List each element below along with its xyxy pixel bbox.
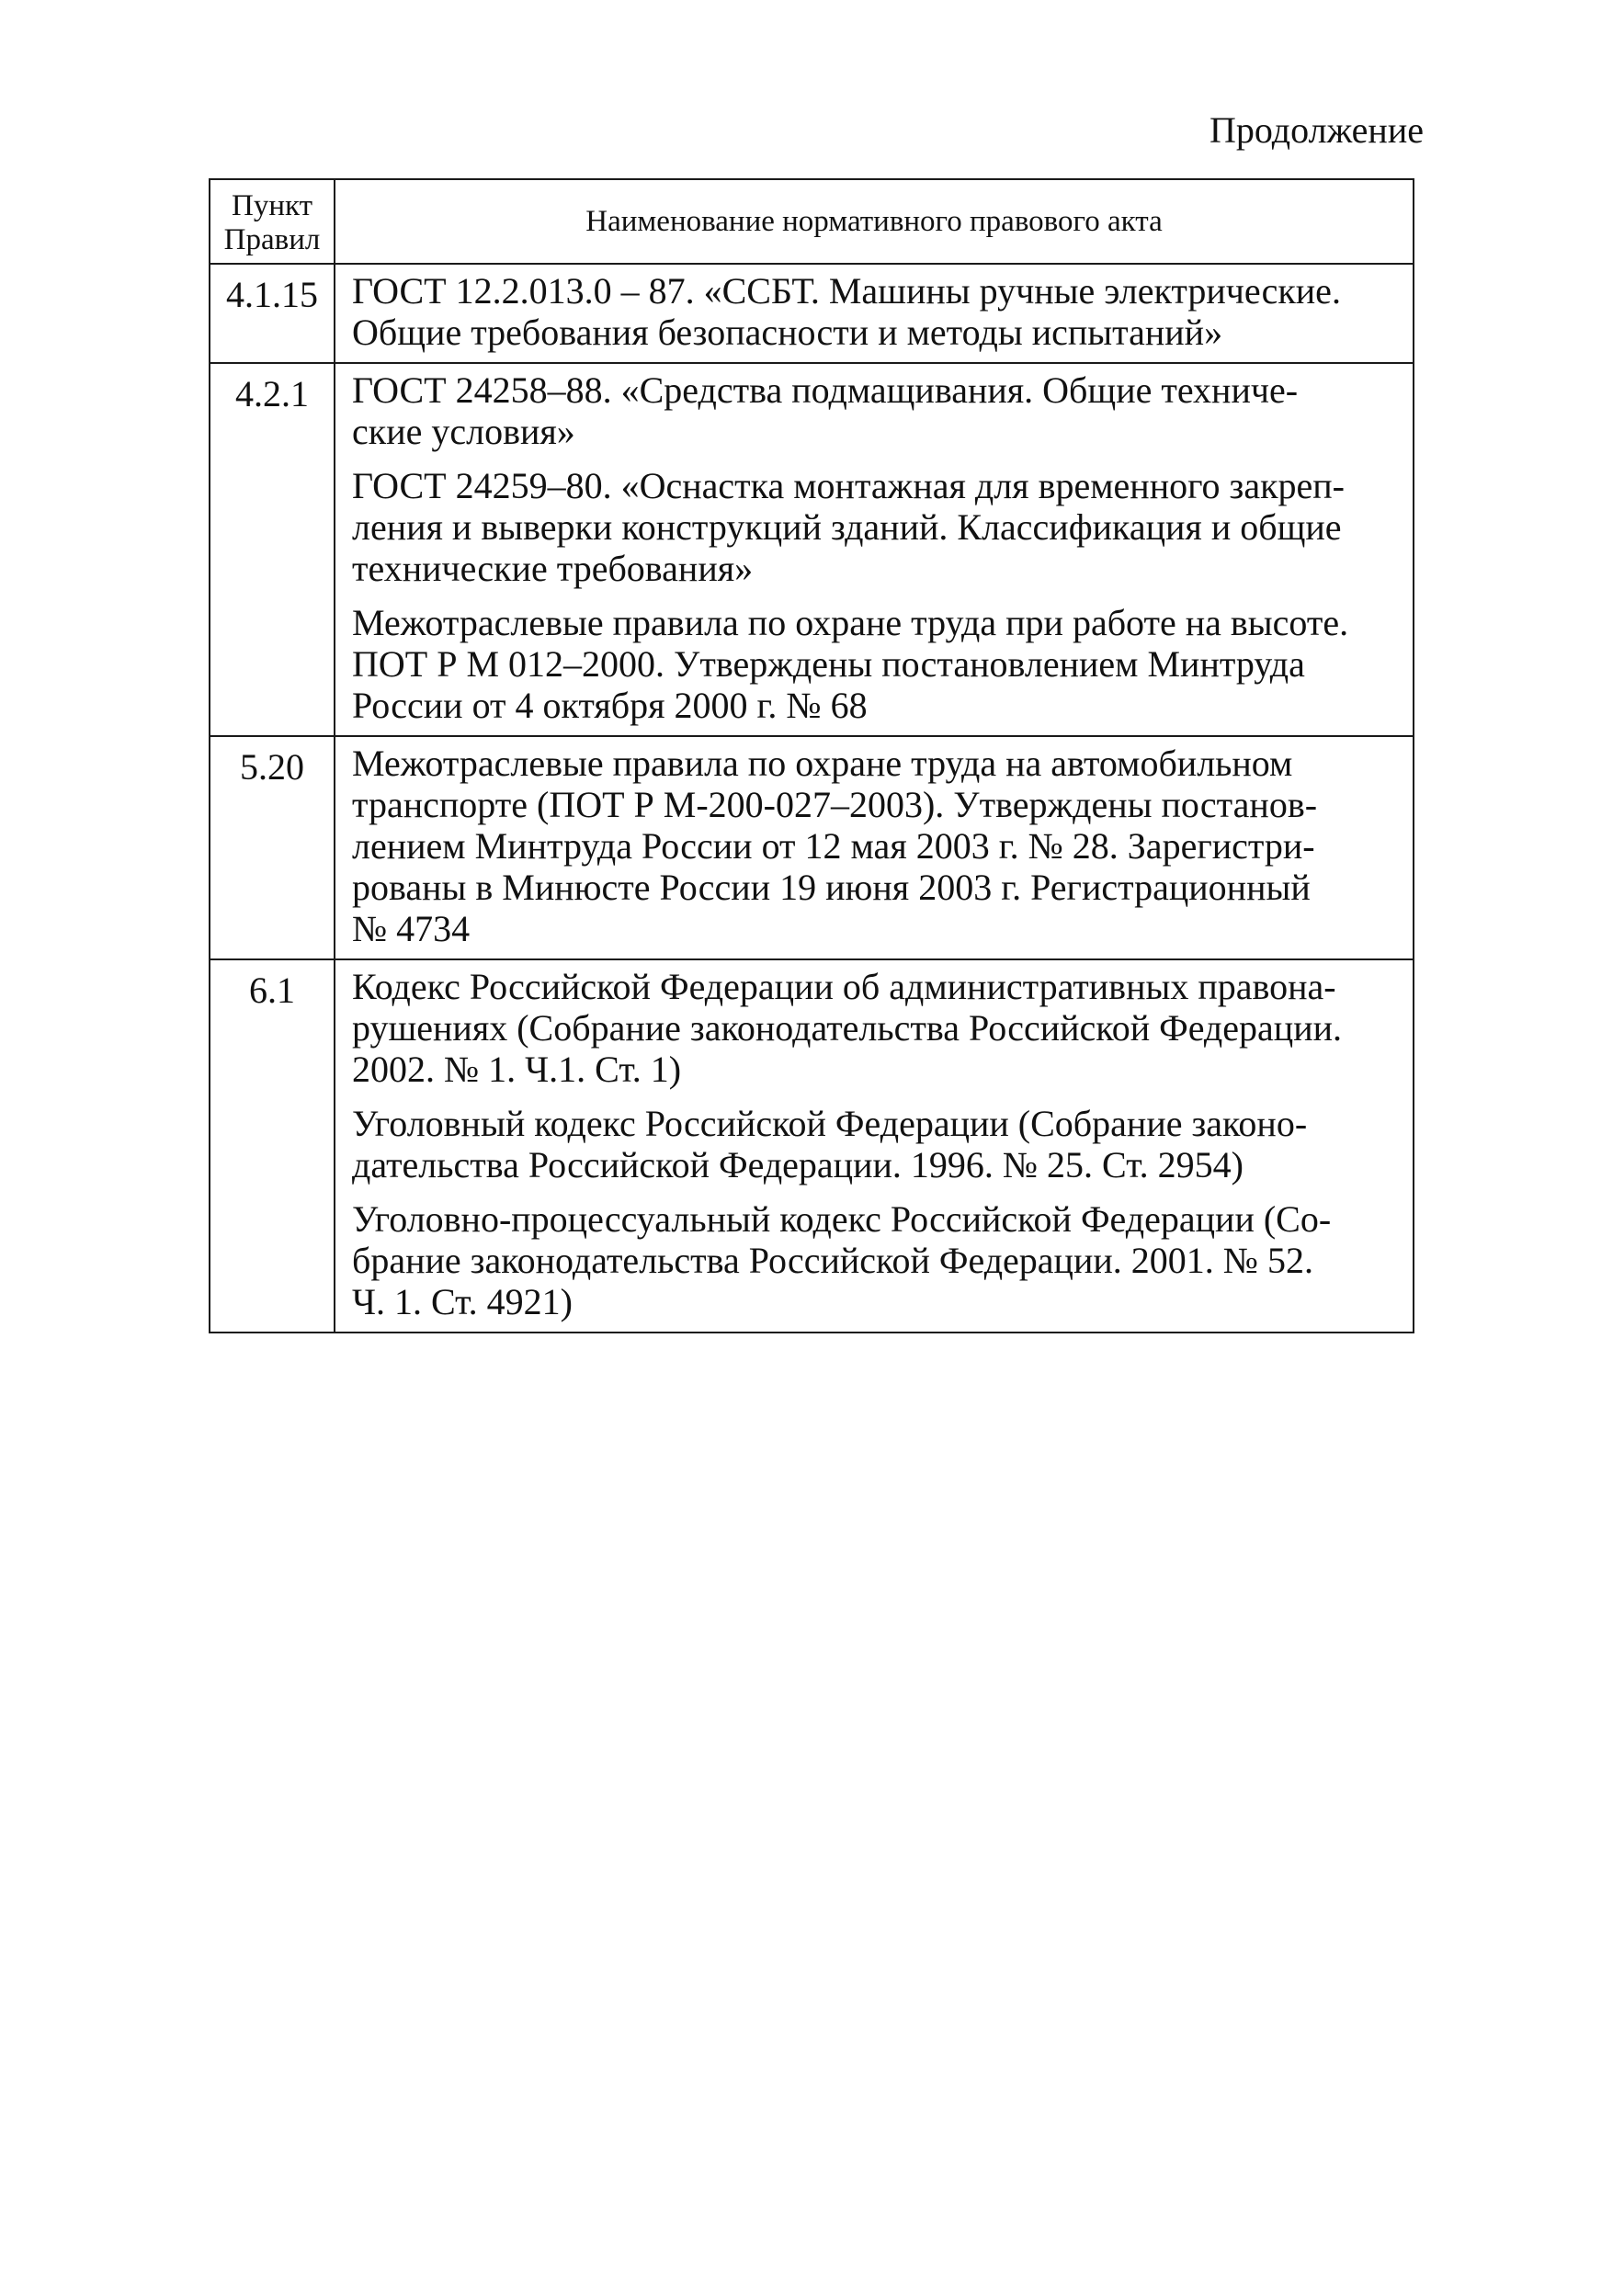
- act-entry: ГОСТ 12.2.013.0 – 87. «ССБТ. Машины ручные электрические. Общие требования безопасности и методы испытаний»: [352, 270, 1341, 353]
- clause-number: 4.1.15: [210, 264, 335, 363]
- act-entry: Уголовный кодекс Российской Федерации (Собрание законо- дательства Российской Федерации. 1996. № 25. Ст. 2954): [352, 1103, 1308, 1185]
- clause-number: 4.2.1: [210, 363, 335, 736]
- table-header-row: [210, 179, 1414, 264]
- regulations-table: [209, 178, 1414, 1333]
- act-entry: ГОСТ 24259–80. «Оснастка монтажная для временного закреп- ления и выверки конструкций зданий. Классификация и общие технические требования»: [352, 465, 1345, 589]
- table-row: [210, 264, 1414, 363]
- table-row: [210, 959, 1414, 1333]
- continuation-label: Продолжение: [1209, 109, 1424, 151]
- act-entry: Межотраслевые правила по охране труда при работе на высоте. ПОТ Р М 012–2000. Утверждены постановлением Минтруда России от 4 октября 2000 г. № 68: [352, 602, 1349, 726]
- act-entry: ГОСТ 24258–88. «Средства подмащивания. Общие техниче- ские условия»: [352, 369, 1299, 452]
- act-entry: Кодекс Российской Федерации об административных правона- рушениях (Собрание законодательства Российской Федерации. 2002. № 1. Ч.1. Ст. 1): [352, 966, 1343, 1090]
- clause-number: 6.1: [210, 959, 335, 1333]
- act-cell: [335, 736, 1414, 959]
- act-entry: Межотраслевые правила по охране труда на автомобильном транспорте (ПОТ Р М-200-027–2003). Утверждены постанов- лением Минтруда России от 12 мая 2003 г. № 28. Зарегистри- рованы в Минюсте России 19 июня 2003 г. Регистрационный № 4734: [352, 743, 1318, 949]
- column-header-act-name: Наименование нормативного правового акта: [335, 179, 1414, 264]
- clause-number: 5.20: [210, 736, 335, 959]
- table-row: [210, 736, 1414, 959]
- act-cell: [335, 264, 1414, 363]
- column-header-clause: Пункт Правил: [210, 179, 335, 264]
- act-entry: Уголовно-процессуальный кодекс Российской Федерации (Со- брание законодательства Российской Федерации. 2001. № 52. Ч. 1. Ст. 4921): [352, 1198, 1332, 1322]
- act-cell: [335, 363, 1414, 736]
- act-cell: [335, 959, 1414, 1333]
- table-row: [210, 363, 1414, 736]
